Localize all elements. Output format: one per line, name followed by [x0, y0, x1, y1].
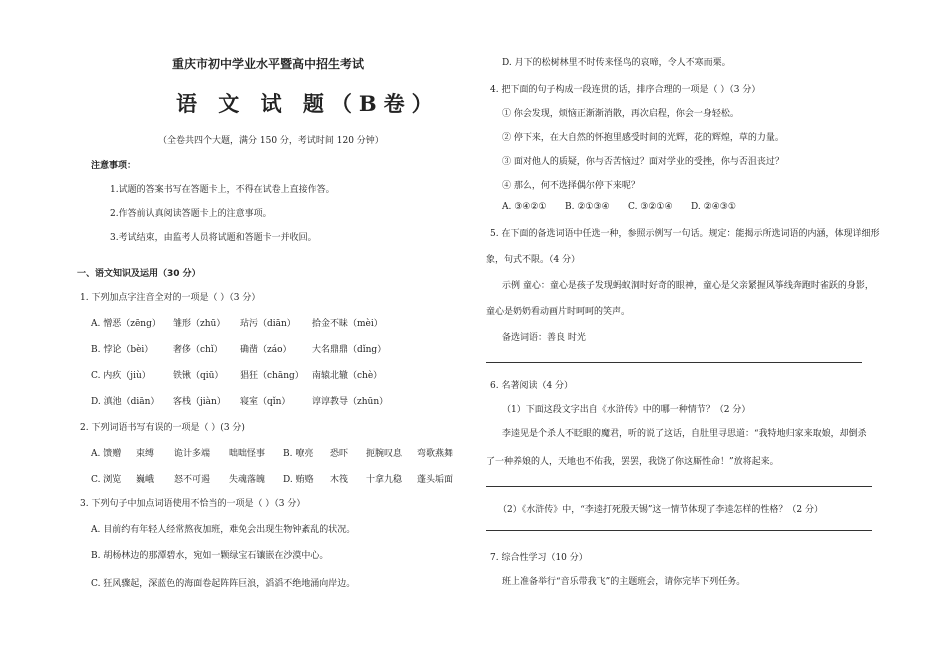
paper-title: 语 文 试 题（B卷）	[176, 91, 440, 116]
q4-item-2: ② 停下来，在大自然的怀抱里感受时间的光辉，花的辉煌，草的力量。	[502, 133, 784, 143]
q2-c-2: 巍峨	[136, 475, 155, 485]
q6-sub1: （1）下面这段文字出自《水浒传》中的哪一种情节？（2 分）	[502, 405, 751, 415]
q2-b-3: 扼腕叹息	[366, 449, 403, 459]
q2-a-2: 束缚	[136, 449, 155, 459]
q2-a-3: 诡计多端	[174, 449, 211, 459]
q5-stem-line1: 5. 在下面的备选词语中任选一种，参照示例写一句话。规定：能揭示所选词语的内涵，体现详细形	[490, 229, 880, 239]
q5-candidate-words: 备选词语：善良 时光	[502, 333, 586, 343]
q6-stem: 6. 名著阅读（4 分）	[490, 381, 574, 391]
q4-option-c: C. ③②①④	[628, 202, 673, 212]
q6-answer-line-2	[486, 530, 872, 531]
q3-option-d: D. 月下的松树林里不时传来怪鸟的哀啼，令人不寒而栗。	[502, 58, 731, 68]
q7-text: 班上准备举行“音乐带我飞”的主题班会，请你完毕下列任务。	[502, 577, 746, 587]
q2-stem: 2. 下列词语书写有误的一项是（ ）(3 分)	[80, 423, 245, 433]
q4-item-4: ④ 那么，何不选择偶尔停下来呢？	[502, 181, 640, 191]
q7-stem: 7. 综合性学习（10 分）	[490, 553, 588, 563]
notice-heading: 注意事项：	[91, 161, 137, 171]
q6-sub2: （2）《水浒传》中，“李逵打死殷天锡”这一情节体现了李逵怎样的性格？（2 分）	[498, 505, 824, 515]
q3-stem: 3. 下列句子中加点词语使用不恰当的一项是（ ）（3 分）	[80, 499, 306, 509]
q1-c-3: 猖狂（chāng）	[240, 371, 304, 381]
q5-answer-line	[486, 362, 862, 363]
q2-b-2: 恐吓	[330, 449, 349, 459]
q1-a-2: 雏形（zhū）	[173, 319, 226, 329]
q1-stem: 1. 下列加点字注音全对的一项是（ ）（3 分）	[80, 293, 261, 303]
q6-quote-line1: 李逵见是个杀人不眨眼的魔君，听的说了这话，自肚里寻思道：“我特地归家来取娘，却倒杀	[502, 429, 867, 439]
section-1-heading: 一、语文知识及运用（30 分）	[77, 269, 201, 279]
q1-b-3: 确凿（záo）	[240, 345, 292, 355]
q2-d-1: D. 贿赂	[283, 475, 314, 485]
q2-b-4: 弯歌燕舞	[417, 449, 454, 459]
q1-d-3: 寝室（qǐn）	[240, 397, 291, 407]
q6-quote-line2: 了一种养娘的人，天地也不佑我，罢罢，我饶了你这厮性命！”放将起来。	[486, 457, 779, 467]
q5-example-line2: 童心是奶奶看动画片时呵呵的笑声。	[486, 307, 631, 317]
q1-c-4: 南辕北辙（chè）	[312, 371, 383, 381]
exam-info: （全卷共四个大题，满分 150 分，考试时间 120 分钟）	[158, 136, 384, 146]
q2-d-4: 蓬头垢面	[417, 475, 454, 485]
q2-a-1: A. 馈赠	[91, 449, 122, 459]
q2-d-2: 木筏	[330, 475, 349, 485]
q1-b-2: 奢侈（chǐ）	[173, 345, 223, 355]
q5-stem-line2: 象，句式不限。（4 分）	[486, 255, 581, 265]
q2-c-4: 失魂落魄	[229, 475, 266, 485]
q4-option-d: D. ②④③①	[691, 202, 736, 212]
q5-example-line1: 示例 童心：童心是孩子发现蚂蚁洞时好奇的眼神，童心是父亲紧握风筝线奔跑时雀跃的身影，	[502, 281, 874, 291]
q2-c-1: C. 浏览	[91, 475, 122, 485]
exam-name: 重庆市初中学业水平暨高中招生考试	[172, 57, 365, 71]
notice-1: 1.试题的答案书写在答题卡上，不得在试卷上直接作答。	[110, 185, 335, 195]
q1-c-2: 铁锹（qiū）	[173, 371, 224, 381]
q4-stem: 4. 把下面的句子构成一段连贯的话，排序合理的一项是（ ）（3 分）	[490, 85, 761, 95]
q4-option-b: B. ②①③④	[565, 202, 610, 212]
q1-d-2: 客栈（jiàn）	[173, 397, 226, 407]
q4-item-3: ③ 面对他人的质疑，你与否苦恼过？面对学业的受挫，你与否沮丧过？	[502, 157, 784, 167]
q1-a-3: 玷污（diān）	[240, 319, 296, 329]
q3-option-a: A. 目前约有年轻人经常熬夜加班，难免会出现生物钟紊乱的状况。	[91, 525, 356, 535]
q6-answer-line-1	[486, 486, 872, 487]
q2-d-3: 十拿九稳	[366, 475, 403, 485]
q2-c-3: 怒不可遏	[174, 475, 211, 485]
q4-item-1: ① 你会发现，烦恼正渐渐消散，再次启程，你会一身轻松。	[502, 109, 739, 119]
q1-b-1: B. 悖论（bèi）	[91, 345, 154, 355]
q1-c-1: C. 内疚（jiù）	[91, 371, 151, 381]
q1-b-4: 大名鼎鼎（dǐng）	[312, 345, 387, 355]
notice-3: 3.考试结束，由监考人员将试题和答题卡一并收回。	[110, 233, 317, 243]
notice-2: 2.作答前认真阅读答题卡上的注意事项。	[110, 209, 272, 219]
q1-a-1: A. 憎恶（zēng）	[91, 319, 161, 329]
q1-a-4: 拾金不昧（mèi）	[312, 319, 383, 329]
q1-d-1: D. 滇池（diān）	[91, 397, 160, 407]
q3-option-b: B. 胡杨林边的那潭碧水，宛如一颗绿宝石镶嵌在沙漠中心。	[91, 551, 329, 561]
q3-option-c: C. 狂风骤起，深蓝色的海面卷起阵阵巨浪，滔滔不绝地涌向岸边。	[91, 579, 356, 589]
q4-option-a: A. ③④②①	[502, 202, 547, 212]
q1-d-4: 谆谆教导（zhūn）	[312, 397, 389, 407]
q2-b-1: B. 嘹亮	[283, 449, 314, 459]
q2-a-4: 咄咄怪事	[229, 449, 266, 459]
